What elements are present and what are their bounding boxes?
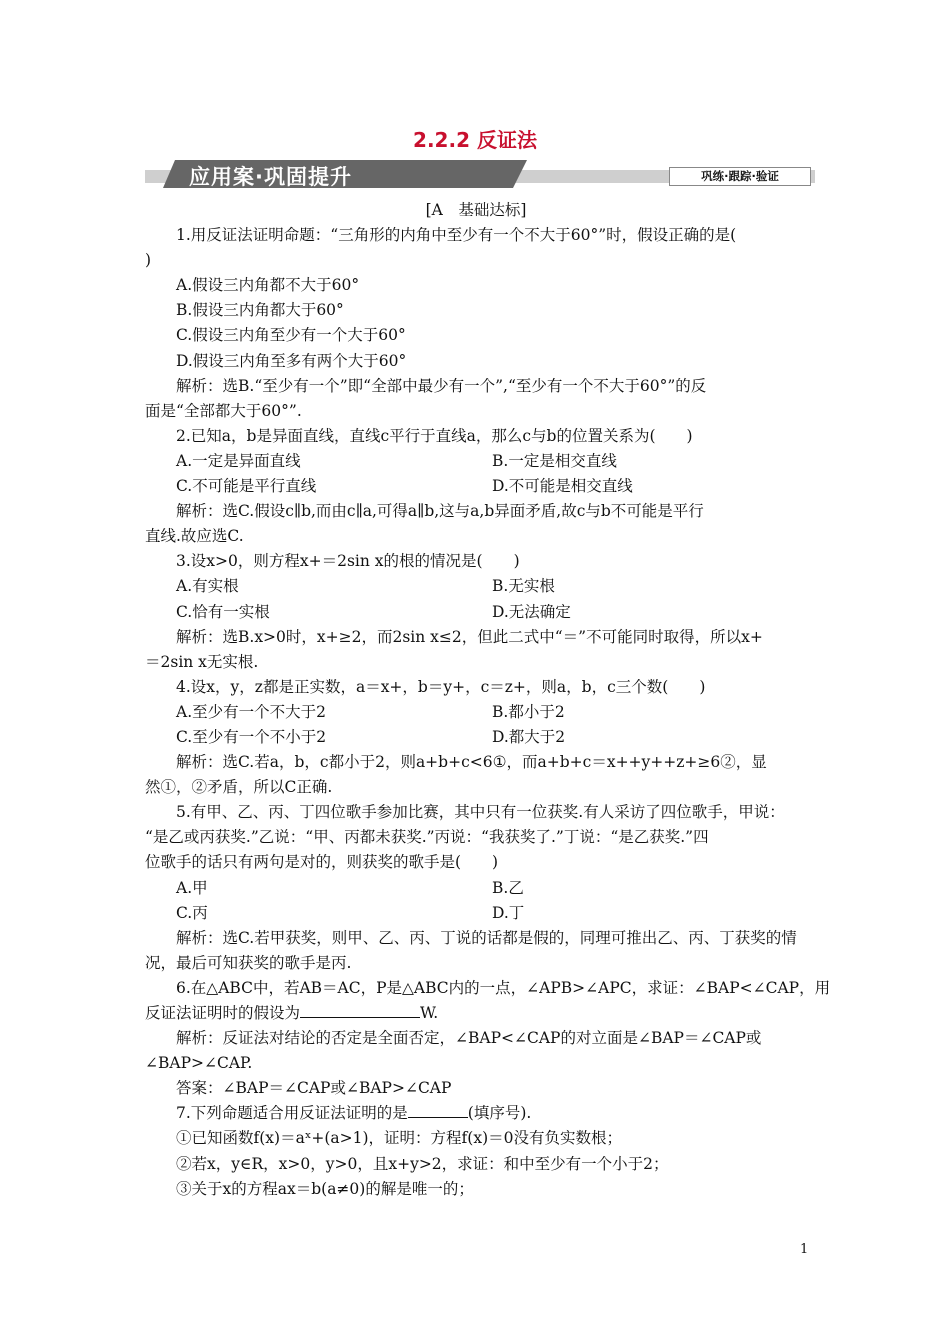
text-line: 3.设x>0，则方程x+＝2sin x的根的情况是( ): [176, 552, 520, 571]
banner-tag: 巩练·跟踪·验证: [669, 167, 811, 186]
text-line: 2.已知a，b是异面直线，直线c平行于直线a，那么c与b的位置关系为( ): [176, 426, 693, 445]
option: C.恰有一实根: [176, 602, 270, 621]
text-line: ＝2sin x无实根.: [145, 652, 259, 671]
option-line: A.假设三内角都不大于60°: [176, 276, 360, 295]
text-line: ): [145, 251, 152, 270]
text-span: (填序号).: [467, 1104, 532, 1123]
text-line: 况，最后可知获奖的歌手是丙.: [145, 953, 352, 972]
option-row: [145, 901, 807, 926]
option-row: [145, 449, 807, 474]
text-line: 位歌手的话只有两句是对的，则获奖的歌手是( ): [145, 853, 499, 872]
text-line: 解析：选B.“至少有一个”即“全部中最少有一个”,“至少有一个不大于60°”的反: [176, 376, 707, 395]
text-line: [145, 1001, 807, 1026]
section-heading: [A 基础达标]: [425, 201, 527, 219]
option: B.都小于2: [492, 702, 565, 721]
option: C.不可能是平行直线: [176, 477, 317, 496]
section-banner: [145, 160, 815, 188]
option: B.一定是相交直线: [492, 451, 617, 470]
text-line: 1.用反证法证明命题：“三角形的内角中至少有一个不大于60°”时，假设正确的是(: [176, 226, 737, 245]
option: A.有实根: [176, 577, 239, 596]
text-line: [145, 1101, 807, 1126]
answer-blank: [300, 1003, 420, 1018]
option-row: [145, 474, 807, 499]
option: D.丁: [492, 903, 525, 922]
text-line: 4.设x，y，z都是正实数，a＝x+，b＝y+，c＝z+，则a，b，c三个数( ): [176, 677, 706, 696]
text-line: 解析：选C.若a，b，c都小于2，则a+b+c<6①，而a+b+c＝x++y++z+≥6②，显: [176, 753, 767, 772]
text-span: 反证法证明时的假设为: [145, 1004, 301, 1022]
text-line: ①已知函数f(x)＝aˣ+(a>1)，证明：方程f(x)＝0没有负实数根；: [176, 1129, 622, 1148]
option: A.甲: [176, 878, 208, 897]
text-line: 面是“全部都大于60°”.: [145, 401, 302, 420]
text-line: 解析：反证法对结论的否定是全面否定，∠BAP<∠CAP的对立面是∠BAP＝∠CAP或: [176, 1029, 762, 1048]
text-line: 解析：选C.假设c∥b,而由c∥a,可得a∥b,这与a,b异面矛盾,故c与b不可能是平行: [176, 502, 704, 521]
text-line: “是乙或丙获奖.”乙说：“甲、丙都未获奖.”丙说：“我获奖了.”丁说：“是乙获奖.”四: [145, 828, 709, 847]
option: C.至少有一个不小于2: [176, 727, 327, 746]
option: A.一定是异面直线: [176, 451, 301, 470]
option-row: [145, 876, 807, 901]
option-row: [145, 700, 807, 725]
text-line: 直线.故应选C.: [145, 527, 244, 546]
option: D.不可能是相交直线: [492, 477, 633, 496]
text-line: ③关于x的方程ax＝b(a≠0)的解是唯一的；: [176, 1179, 474, 1198]
text-line: 然①，②矛盾，所以C正确.: [145, 778, 333, 797]
option: C.丙: [176, 903, 208, 922]
text-span: W.: [420, 1004, 439, 1022]
text-line: 5.有甲、乙、丙、丁四位歌手参加比赛，其中只有一位获奖.有人采访了四位歌手，甲说：: [176, 803, 785, 822]
page-number: 1: [800, 1242, 809, 1257]
option: D.都大于2: [492, 727, 566, 746]
option-row: [145, 600, 807, 625]
text-line: 6.在△ABC中，若AB＝AC，P是△ABC内的一点，∠APB>∠APC，求证：∠BAP<∠CAP，用: [176, 978, 831, 997]
text-line: 解析：选C.若甲获奖，则甲、乙、丙、丁说的话都是假的，同理可推出乙、丙、丁获奖的情: [176, 928, 797, 947]
option-row: [145, 574, 807, 599]
option: D.无法确定: [492, 602, 571, 621]
option: A.至少有一个不大于2: [176, 702, 326, 721]
page-title: 2.2.2 反证法: [413, 128, 537, 152]
text-span: 7.下列命题适合用反证法证明的是: [176, 1104, 408, 1123]
document-body: [145, 198, 831, 1202]
banner-title: 应用案·巩固提升: [189, 165, 352, 189]
option: B.无实根: [492, 577, 555, 596]
option-line: B.假设三内角都大于60°: [176, 301, 344, 320]
option-row: [145, 725, 807, 750]
text-line: ∠BAP>∠CAP.: [145, 1054, 253, 1073]
option: B.乙: [492, 878, 524, 897]
text-line: ②若x，y∈R，x>0，y>0，且x+y>2，求证：和中至少有一个小于2；: [176, 1154, 669, 1173]
text-line: 解析：选B.x>0时，x+≥2，而2sin x≤2，但此二式中“＝”不可能同时取得，所以x+: [176, 627, 763, 646]
answer-blank: [408, 1103, 468, 1118]
option-line: D.假设三内角至多有两个大于60°: [176, 351, 407, 370]
option-line: C.假设三内角至少有一个大于60°: [176, 326, 406, 345]
text-line: 答案：∠BAP＝∠CAP或∠BAP>∠CAP: [176, 1079, 452, 1098]
